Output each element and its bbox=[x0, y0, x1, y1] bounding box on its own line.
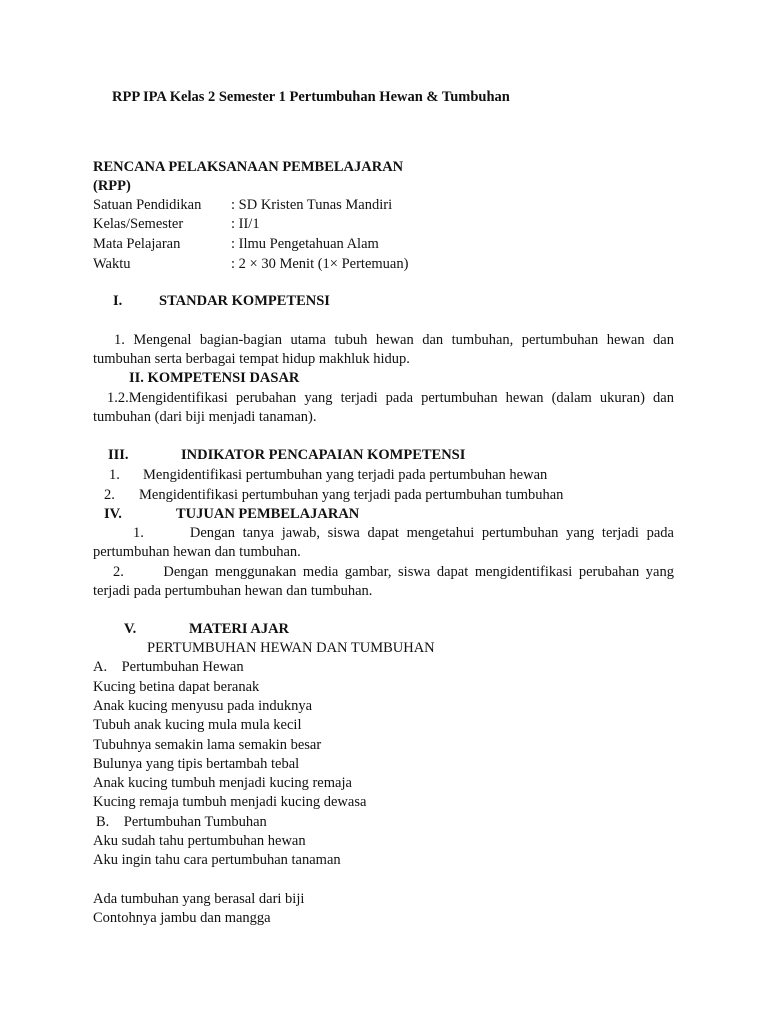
material-line: Aku ingin tahu cara pertumbuhan tanaman bbox=[93, 852, 341, 868]
rpp-heading: RENCANA PELAKSANAAN PEMBELAJARAN bbox=[93, 159, 404, 175]
section-1-title: STANDAR KOMPETENSI bbox=[159, 293, 330, 309]
identity-label: Kelas/Semester bbox=[93, 216, 184, 232]
material-line: Anak kucing tumbuh menjadi kucing remaja bbox=[93, 775, 352, 791]
section-5-number: V. bbox=[124, 621, 137, 637]
identity-value: : SD Kristen Tunas Mandiri bbox=[231, 197, 393, 213]
material-line: Bulunya yang tipis bertambah tebal bbox=[93, 756, 300, 772]
indicator-number: 2. bbox=[104, 487, 115, 503]
identity-row bbox=[93, 235, 379, 253]
part-b-heading: B. Pertumbuhan Tumbuhan bbox=[96, 814, 267, 830]
rpp-heading-abbr: (RPP) bbox=[93, 178, 131, 194]
objective-line: pertumbuhan hewan dan tumbuhan. bbox=[93, 544, 301, 560]
material-line: Tubuhnya semakin lama semakin besar bbox=[93, 737, 322, 753]
section-1-number: I. bbox=[113, 293, 123, 309]
material-line: Aku sudah tahu pertumbuhan hewan bbox=[93, 833, 306, 849]
section-2-item-line: 1.2.Mengidentifikasi perubahan yang terjadi pada pertumbuhan hewan (dalam ukuran) dan bbox=[107, 390, 674, 406]
identity-label: Mata Pelajaran bbox=[93, 236, 181, 252]
material-line: Contohnya jambu dan mangga bbox=[93, 910, 271, 926]
identity-row bbox=[93, 215, 260, 233]
identity-label: Waktu bbox=[93, 256, 131, 272]
section-1-item-line: tumbuhan serta berbagai tempat hidup makhluk hidup. bbox=[93, 351, 410, 367]
section-5-title: MATERI AJAR bbox=[189, 621, 290, 637]
indicator-number: 1. bbox=[109, 467, 120, 483]
identity-row bbox=[93, 255, 408, 273]
document-title: RPP IPA Kelas 2 Semester 1 Pertumbuhan Hewan & Tumbuhan bbox=[112, 89, 510, 105]
material-line: Ada tumbuhan yang berasal dari biji bbox=[93, 891, 305, 907]
identity-row bbox=[93, 196, 392, 214]
identity-label: Satuan Pendidikan bbox=[93, 197, 202, 213]
section-4-title: TUJUAN PEMBELAJARAN bbox=[176, 506, 360, 522]
indicator-text: Mengidentifikasi pertumbuhan yang terjadi pada pertumbuhan tumbuhan bbox=[139, 487, 564, 503]
material-line: Tubuh anak kucing mula mula kecil bbox=[93, 717, 302, 733]
section-3-title: INDIKATOR PENCAPAIAN KOMPETENSI bbox=[181, 447, 466, 463]
section-5-subtitle: PERTUMBUHAN HEWAN DAN TUMBUHAN bbox=[147, 640, 435, 656]
identity-value: : II/1 bbox=[231, 216, 260, 232]
objective-line: 2. Dengan menggunakan media gambar, siswa dapat mengidentifikasi perubahan yang bbox=[113, 564, 674, 580]
identity-value: : Ilmu Pengetahuan Alam bbox=[231, 236, 379, 252]
objective-line: terjadi pada pertumbuhan hewan dan tumbuhan. bbox=[93, 583, 373, 599]
section-2-title: II. KOMPETENSI DASAR bbox=[129, 370, 300, 386]
material-line: Kucing betina dapat beranak bbox=[93, 679, 260, 695]
material-line: Anak kucing menyusu pada induknya bbox=[93, 698, 313, 714]
section-2-item-line: tumbuhan (dari biji menjadi tanaman). bbox=[93, 409, 317, 425]
material-line: Kucing remaja tumbuh menjadi kucing dewasa bbox=[93, 794, 367, 810]
indicator-text: Mengidentifikasi pertumbuhan yang terjadi pada pertumbuhan hewan bbox=[143, 467, 548, 483]
identity-value: : 2 × 30 Menit (1× Pertemuan) bbox=[231, 256, 409, 272]
section-1-item-line: 1. Mengenal bagian-bagian utama tubuh hewan dan tumbuhan, pertumbuhan hewan dan bbox=[114, 332, 674, 348]
section-4-number: IV. bbox=[104, 506, 122, 522]
part-a-heading: A. Pertumbuhan Hewan bbox=[93, 659, 244, 675]
section-3-number: III. bbox=[108, 447, 129, 463]
objective-line: 1. Dengan tanya jawab, siswa dapat mengetahui pertumbuhan yang terjadi pada bbox=[133, 525, 674, 541]
